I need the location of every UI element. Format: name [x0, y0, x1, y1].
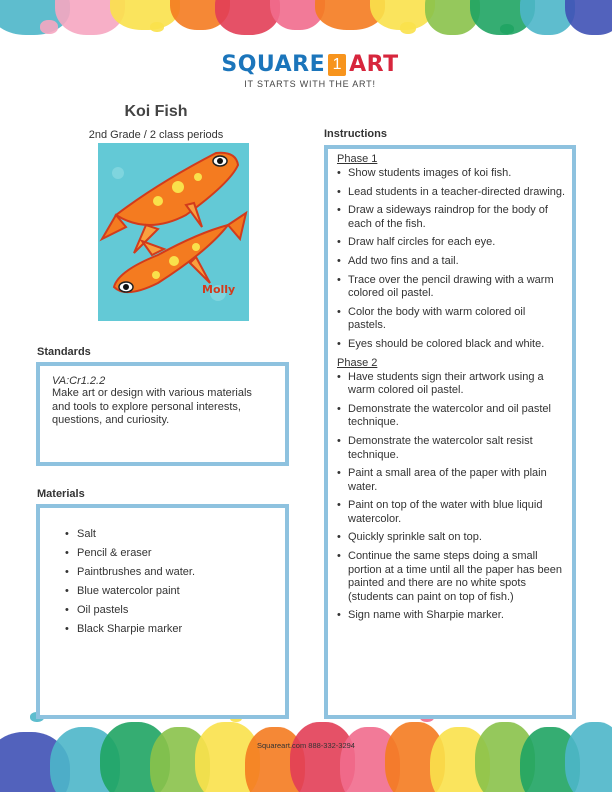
list-item: • Sign name with Sharpie marker.	[337, 609, 566, 623]
list-item: • Eyes should be colored black and white.	[337, 338, 566, 352]
list-item: • Paintbrushes and water.	[65, 563, 195, 582]
list-item: • Draw a sideways raindrop for the body of each of the fish.	[337, 204, 566, 231]
logo-tagline: IT STARTS WITH THE ART!	[244, 79, 376, 89]
list-item: • Demonstrate the watercolor salt resist technique.	[337, 435, 566, 462]
koi-fish-artwork-image	[98, 143, 249, 321]
standard-text: Make art or design with various materials and tools to explore personal interests, questions, and curiosity.	[52, 387, 252, 426]
list-item: • Pencil & eraser	[65, 544, 195, 563]
list-item: • Oil pastels	[65, 601, 195, 620]
logo-text-art: ART	[349, 52, 399, 77]
materials-list	[65, 525, 195, 639]
instructions-label: Instructions	[324, 128, 387, 140]
list-item: • Add two fins and a tail.	[337, 255, 566, 269]
list-item: • Demonstrate the watercolor and oil pastel technique.	[337, 403, 566, 430]
instructions-content	[337, 153, 566, 628]
list-item: • Blue watercolor paint	[65, 582, 195, 601]
materials-label: Materials	[37, 488, 85, 500]
brand-logo	[210, 52, 410, 92]
list-item: • Salt	[65, 525, 195, 544]
list-item: • Quickly sprinkle salt on top.	[337, 531, 566, 545]
phase-2-heading: Phase 2	[337, 356, 378, 369]
list-item: • Show students images of koi fish.	[337, 167, 566, 181]
lesson-title: Koi Fish	[124, 103, 188, 120]
materials-box	[36, 504, 289, 719]
list-item: • Have students sign their artwork using a warm colored oil pastel.	[337, 371, 566, 398]
instructions-box	[324, 145, 576, 719]
list-item: • Color the body with warm colored oil pastels.	[337, 306, 566, 333]
lesson-subtitle: 2nd Grade / 2 class periods	[88, 129, 224, 141]
standards-box	[36, 362, 289, 466]
list-item: • Paint on top of the water with blue liquid watercolor.	[337, 499, 566, 526]
artwork-signature: Molly	[202, 283, 236, 296]
list-item: • Continue the same steps doing a small portion at a time until all the paper has been painted and there are no white spots (students can paint on top of fish.)	[337, 550, 566, 604]
list-item: • Trace over the pencil drawing with a warm colored oil pastel.	[337, 274, 566, 301]
footer-contact: Squareart.com 888-332-3294	[257, 741, 355, 750]
phase-1-heading: Phase 1	[337, 153, 378, 165]
logo-number-one: 1	[328, 54, 346, 76]
koi-fish-illustration	[98, 143, 249, 321]
standards-label: Standards	[37, 346, 91, 358]
list-item: • Paint a small area of the paper with plain water.	[337, 467, 566, 494]
standard-code: VA:Cr1.2.2	[52, 375, 106, 387]
list-item: • Black Sharpie marker	[65, 620, 195, 639]
list-item: • Lead students in a teacher-directed drawing.	[337, 186, 566, 200]
list-item: • Draw half circles for each eye.	[337, 236, 566, 250]
logo-text-square: SQUARE	[221, 52, 326, 77]
